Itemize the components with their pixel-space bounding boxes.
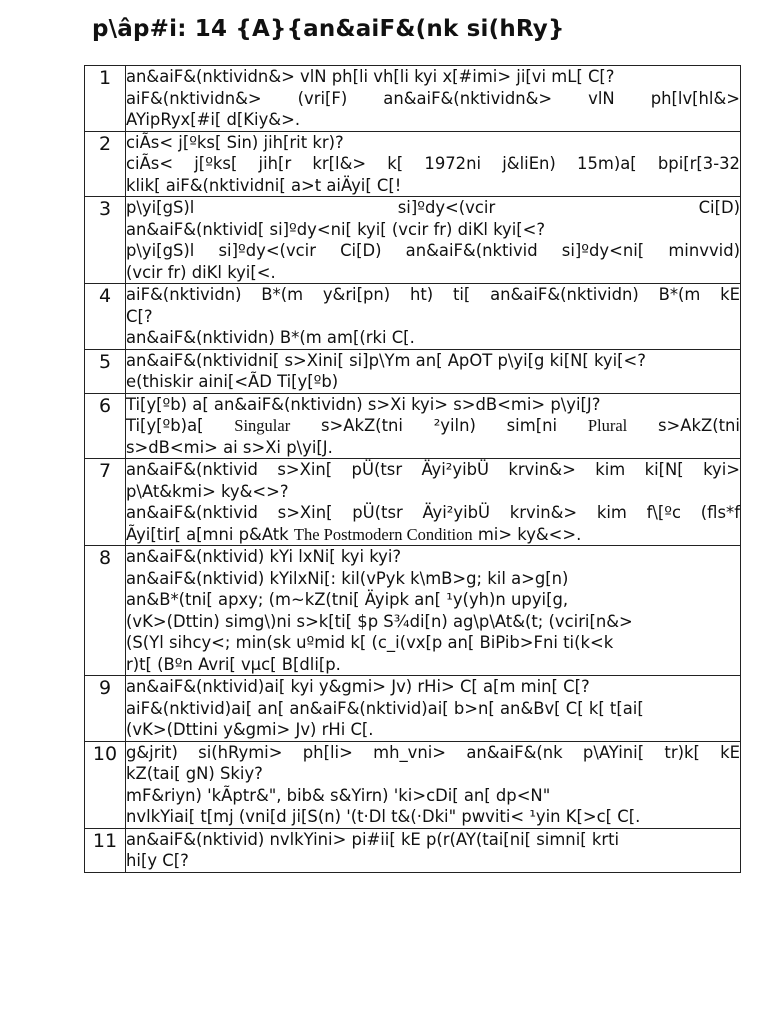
- question-number: 5: [85, 349, 126, 393]
- question-row: [85, 393, 741, 459]
- question-number: 11: [85, 828, 126, 872]
- question-row: [85, 459, 741, 546]
- english-term: Plural: [587, 416, 628, 435]
- question-answer-cell: [126, 131, 741, 197]
- question-text-line: an&aiF&(nktividni[ s>Xini[ si]p\Ym an[ ApOT p\yi[g ki[N[ kyi[<?: [126, 350, 646, 370]
- question-number: 3: [85, 197, 126, 284]
- answer-text-line: (vcir fr) diKl kyi[<.: [126, 262, 276, 282]
- question-number: 7: [85, 459, 126, 546]
- answer-text-line: an&B*(tni[ apxy; (m~kZ(tni[ Äyipk an[ ¹y(yh)n upyi[g,: [126, 590, 569, 609]
- question-row: [85, 741, 741, 828]
- question-answer-cell: [126, 741, 741, 828]
- question-row: [85, 828, 741, 872]
- question-answer-cell: [126, 546, 741, 676]
- answer-text-line: aiF&(nktivid)ai[ an[ an&aiF&(nktivid)ai[ b>n[ an&Bv[ C[ k[ t[ai[: [126, 698, 644, 718]
- answer-text-line: Ãyi[tir[ a[mni p&Atk The Postmodern Condition mi> ky&<>.: [126, 524, 582, 544]
- question-row: [85, 197, 741, 284]
- answer-text-line: (vK>(Dttin) simg\)ni s>k[ti[ $p S¾di[n) ag\p\At&(t; (vciri[n&>: [126, 611, 633, 631]
- question-text-line: an&aiF&(nktivid)ai[ kyi y&gmi> Jv) rHi> C[ a[m min[ C[?: [126, 677, 590, 696]
- answer-text-line: klik[ aiF&(nktividni[ a>t aiÄyi[ C[!: [126, 175, 402, 195]
- answer-text-line: hi[y C[?: [126, 851, 189, 870]
- question-text-line: ciÃs< j[ºks[ Sin) jih[rit kr)?: [126, 132, 344, 152]
- answer-text-line: C[?: [126, 306, 153, 326]
- question-answer-cell: [126, 197, 741, 284]
- question-answer-cell: [126, 393, 741, 459]
- question-answer-cell: [126, 676, 741, 742]
- question-answer-cell: [126, 459, 741, 546]
- question-row: [85, 284, 741, 350]
- question-number: 9: [85, 676, 126, 742]
- answer-text-line: r)t[ (Bºn Avri[ vµc[ B[dli[p.: [126, 654, 341, 674]
- question-text-line: an&aiF&(nktividn&> vlN ph[li vh[li kyi x[#imi> ji[vi mL[ C[?: [126, 67, 615, 86]
- answer-text-line: e(thiskir aini[<ÃD Ti[y[ºb): [126, 372, 339, 391]
- answer-text-line: p\yi[gS)l si]ºdy<(vcir Ci[D) an&aiF&(nktivid si]ºdy<ni[ minvvid): [126, 241, 740, 260]
- question-text-line: an&aiF&(nktivid s>Xin[ pÜ(tsr Äyi²yibÜ krvin&> kim ki[N[ kyi>: [126, 460, 740, 479]
- question-table: [84, 65, 741, 873]
- answer-text-line: an&aiF&(nktivid s>Xin[ pÜ(tsr Äyi²yibÜ krvin&> kim f\[ºc (fls*f: [126, 503, 740, 522]
- question-answer-cell: [126, 66, 741, 132]
- question-row: [85, 676, 741, 742]
- question-answer-cell: [126, 284, 741, 350]
- answer-text-line: (S(Yl sihcy<; min(sk uºmid k[ (c_i(vx[p an[ BiPib>Fni ti(k<k: [126, 633, 614, 652]
- question-row: [85, 349, 741, 393]
- answer-text-line: an&aiF&(nktividn) B*(m am[(rki C[.: [126, 328, 415, 347]
- answer-text-line: an&aiF&(nktivid) kYilxNi[: kil(vPyk k\mB>g; kil a>g[n): [126, 568, 569, 588]
- english-term: Singular: [234, 416, 291, 435]
- question-text-line: p\yi[gS)l si]ºdy<(vcir Ci[D): [126, 198, 740, 217]
- question-answer-cell: [126, 349, 741, 393]
- answer-text-line: ciÃs< j[ºks[ jih[r kr[l&> k[ 1972ni j&liEn) 15m)a[ bpi[r[3-32: [126, 154, 740, 173]
- english-term: The Postmodern Condition: [293, 524, 473, 544]
- question-number: 2: [85, 131, 126, 197]
- question-row: [85, 66, 741, 132]
- answer-text-line: s>dB<mi> ai s>Xi p\yi[J.: [126, 437, 333, 457]
- question-text-line: an&aiF&(nktivid) nvlkYini> pi#ii[ kE p(r(AY(tai[ni[ simni[ krti: [126, 829, 620, 849]
- question-number: 6: [85, 393, 126, 459]
- question-answer-cell: [126, 828, 741, 872]
- question-table-body: [85, 66, 741, 873]
- answer-text-line: p\At&kmi> ky&<>?: [126, 481, 289, 501]
- page-title: p\âp#i: 14 {A}{an&aiF&(nk si(hRy}: [92, 16, 565, 42]
- answer-text-line: AYipRyx[#i[ d[Kiy&>.: [126, 110, 301, 129]
- question-number: 4: [85, 284, 126, 350]
- answer-text-line: an&aiF&(nktivid[ si]ºdy<ni[ kyi[ (vcir fr) diKl kyi[<?: [126, 219, 546, 239]
- question-number: 1: [85, 66, 126, 132]
- answer-text-line: Ti[y[ºb)a[ Singular s>AkZ(tni ²yiln) sim[ni Plural s>AkZ(tni: [126, 416, 740, 435]
- question-text-line: an&aiF&(nktivid) kYi lxNi[ kyi kyi?: [126, 547, 402, 566]
- question-number: 10: [85, 741, 126, 828]
- question-row: [85, 546, 741, 676]
- answer-text-line: nvlkYiai[ t[mj (vni[d ji[S(n) '(t·Dl t&(·Dki" pwviti< ¹yin K[>c[ C[.: [126, 807, 641, 826]
- answer-text-line: (vK>(Dttini y&gmi> Jv) rHi C[.: [126, 720, 374, 739]
- answer-text-line: aiF&(nktividn&> (vri[F) an&aiF&(nktividn&> vlN ph[lv[hl&>: [126, 88, 740, 108]
- answer-text-line: kZ(tai[ gN) Skiy?: [126, 764, 263, 783]
- question-text-line: aiF&(nktividn) B*(m y&ri[pn) ht) ti[ an&aiF&(nktividn) B*(m kE: [126, 285, 740, 304]
- question-text-line: Ti[y[ºb) a[ an&aiF&(nktividn) s>Xi kyi> s>dB<mi> p\yi[J?: [126, 394, 601, 414]
- answer-text-line: mF&riyn) 'kÃptr&", bib& s&Yirn) 'ki>cDi[ an[ dp<N": [126, 785, 551, 805]
- question-number: 8: [85, 546, 126, 676]
- question-text-line: g&jrit) si(hRymi> ph[li> mh_vni> an&aiF&(nk p\AYini[ tr)k[ kE: [126, 742, 740, 762]
- question-row: [85, 131, 741, 197]
